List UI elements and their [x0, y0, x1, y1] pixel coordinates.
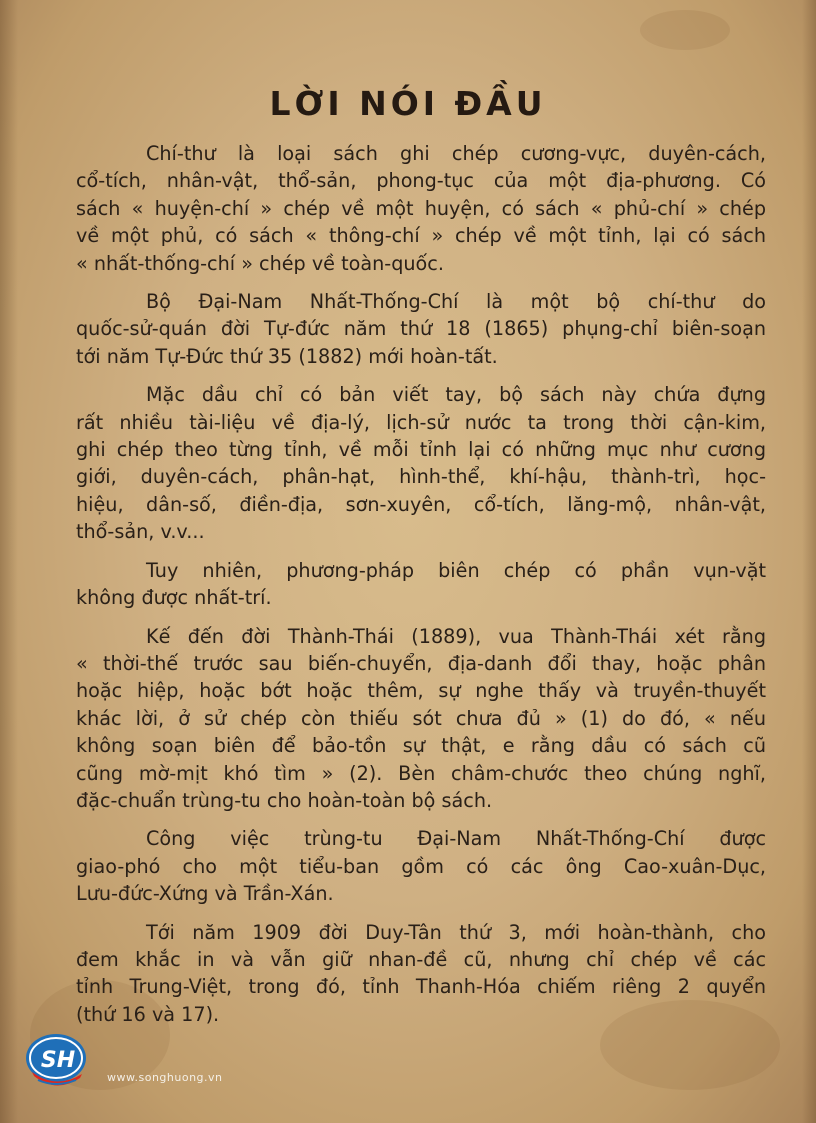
text-line: rất nhiều tài-liệu về địa-lý, lịch-sử nước ta trong thời cận-kim, — [76, 410, 766, 434]
text-line: Bộ Đại-Nam Nhất-Thống-Chí là một bộ chí-thư do — [146, 290, 766, 314]
text-line: ghi chép theo từng tỉnh, về mỗi tỉnh lại có những mục như cương — [76, 438, 766, 462]
text-line: quốc-sử-quán đời Tự-đức năm thứ 18 (1865) phụng-chỉ biên-soạn — [76, 317, 766, 341]
text-line: khác lời, ở sử chép còn thiếu sót chưa đủ » (1) do đó, « nếu — [76, 706, 766, 730]
paper-edge-right — [802, 0, 816, 1123]
text-line: Tuy nhiên, phương-pháp biên chép có phần vụn-vặt — [146, 558, 766, 582]
text-line: Mặc dầu chỉ có bản viết tay, bộ sách này chứa đựng — [146, 383, 766, 407]
paragraph — [76, 919, 766, 1029]
text-line: tỉnh Trung-Việt, trong đó, tỉnh Thanh-Hóa chiếm riêng 2 quyển — [76, 975, 766, 999]
paragraph — [76, 381, 766, 545]
text-line: về một phủ, có sách « thông-chí » chép về một tỉnh, lại có sách — [76, 224, 766, 248]
text-line: giới, duyên-cách, phân-hạt, hình-thể, khí-hậu, thành-trì, học- — [76, 465, 766, 489]
text-line: không được nhất-trí. — [76, 586, 272, 610]
website-url[interactable]: www.songhuong.vn — [107, 1071, 223, 1084]
text-line: hoặc hiệp, hoặc bớt hoặc thêm, sự nghe thấy và truyền-thuyết — [76, 679, 766, 703]
text-line: sách « huyện-chí » chép về một huyện, có sách « phủ-chí » chép — [76, 196, 766, 220]
text-line: « thời-thế trước sau biến-chuyển, địa-danh đổi thay, hoặc phân — [76, 651, 766, 675]
paragraph — [76, 140, 766, 277]
paper-edge-left — [0, 0, 18, 1123]
logo-text: SH — [40, 1047, 76, 1073]
text-line: giao-phó cho một tiểu-ban gồm có các ông Cao-xuân-Dục, — [76, 854, 766, 878]
text-line: Kế đến đời Thành-Thái (1889), vua Thành-Thái xét rằng — [146, 624, 766, 648]
paragraph — [76, 288, 766, 370]
text-line: tới năm Tự-Đức thứ 35 (1882) mới hoàn-tất. — [76, 344, 498, 368]
text-line: Lưu-đức-Xứng và Trần-Xán. — [76, 882, 334, 906]
text-line: đem khắc in và vẫn giữ nhan-đề cũ, nhưng chỉ chép về các — [76, 947, 766, 971]
paragraph — [76, 623, 766, 815]
paper-stain — [640, 10, 730, 50]
text-line: Chí-thư là loại sách ghi chép cương-vực, duyên-cách, — [146, 142, 766, 165]
text-line: « nhất-thống-chí » chép về toàn-quốc. — [76, 251, 444, 275]
text-line: cổ-tích, nhân-vật, thổ-sản, phong-tục của một địa-phương. Có — [76, 169, 766, 193]
text-line: thổ-sản, v.v... — [76, 520, 205, 544]
text-line: không soạn biên để bảo-tồn sự thật, e rằng dầu có sách cũ — [76, 734, 766, 758]
text-line: hiệu, dân-số, điền-địa, sơn-xuyên, cổ-tích, lăng-mộ, nhân-vật, — [76, 492, 766, 516]
paragraph — [76, 557, 766, 612]
body-text — [76, 140, 766, 1039]
text-line: Tới năm 1909 đời Duy-Tân thứ 3, mới hoàn-thành, cho — [146, 920, 766, 944]
text-line: đặc-chuẩn trùng-tu cho hoàn-toàn bộ sách. — [76, 788, 493, 812]
text-line: (thứ 16 và 17). — [76, 1002, 220, 1026]
text-line: Công việc trùng-tu Đại-Nam Nhất-Thống-Chí được — [146, 827, 766, 851]
paragraph — [76, 825, 766, 907]
page-title: LỜI NÓI ĐẦU — [269, 84, 547, 123]
text-line: cũng mờ-mịt khó tìm » (2). Bèn châm-chước theo chúng nghĩ, — [76, 761, 766, 785]
